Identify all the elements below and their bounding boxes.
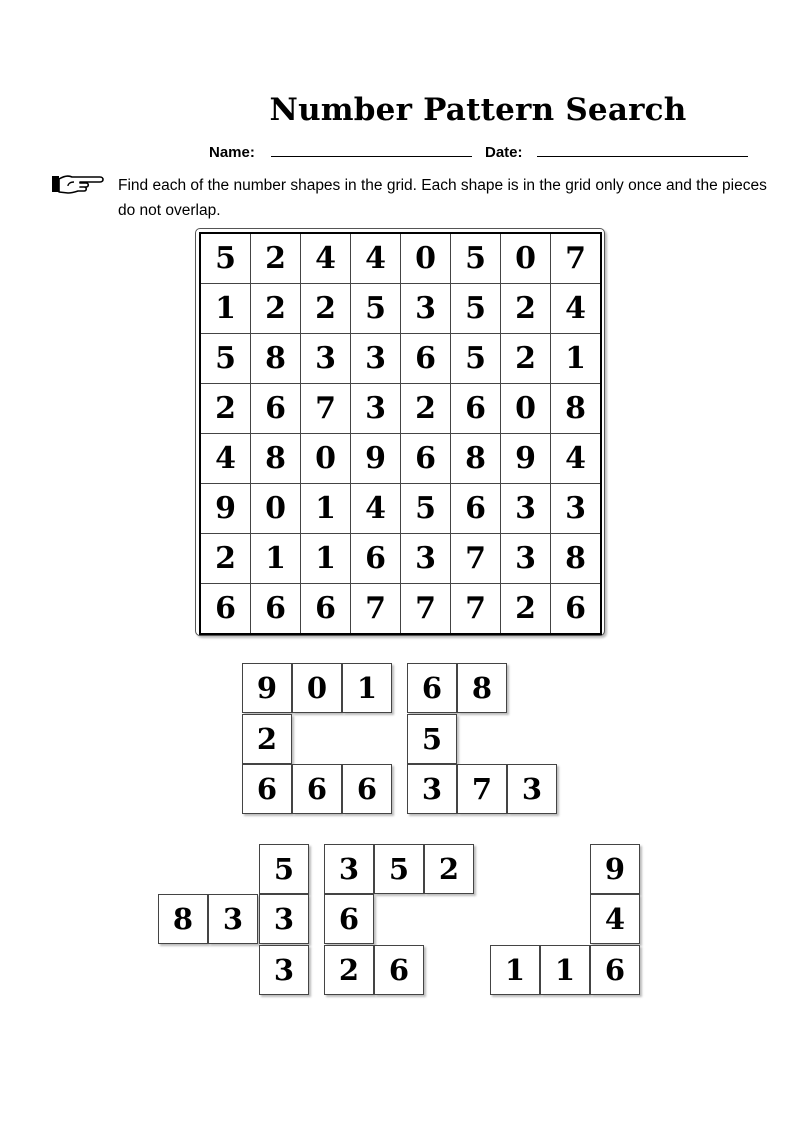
grid-row [200,584,601,635]
pointing-hand-icon [50,172,106,196]
page-title: Number Pattern Search [269,92,687,128]
grid-row [200,484,601,534]
grid-cell[interactable]: 0 [501,384,551,434]
grid-cell[interactable]: 8 [251,334,301,384]
shape-cell: 6 [324,894,374,944]
name-label: Name: [209,144,255,161]
shape-cell: 3 [259,945,309,995]
shape-cell: 5 [407,714,457,764]
grid-cell[interactable]: 5 [200,334,251,384]
shape-cell: 2 [324,945,374,995]
grid-cell[interactable]: 6 [551,584,602,635]
grid-cell[interactable]: 2 [251,233,301,284]
grid-cell[interactable]: 1 [301,484,351,534]
grid-cell[interactable]: 4 [551,434,602,484]
grid-cell[interactable]: 3 [351,384,401,434]
grid-cell[interactable]: 2 [501,584,551,635]
grid-cell[interactable]: 5 [200,233,251,284]
grid-cell[interactable]: 6 [301,584,351,635]
grid-cell[interactable]: 6 [401,334,451,384]
grid-cell[interactable]: 6 [451,484,501,534]
grid-cell[interactable]: 5 [401,484,451,534]
grid-cell[interactable]: 2 [301,284,351,334]
shape-cell: 3 [507,764,557,814]
grid-cell[interactable]: 5 [451,233,501,284]
shape-cell: 2 [242,714,292,764]
grid-cell[interactable]: 1 [251,534,301,584]
grid-cell[interactable]: 6 [351,534,401,584]
grid-cell[interactable]: 8 [551,534,602,584]
grid-cell[interactable]: 6 [251,584,301,635]
shape-cell: 6 [242,764,292,814]
shape-cell: 0 [292,663,342,713]
grid-cell[interactable]: 8 [551,384,602,434]
grid-cell[interactable]: 2 [200,534,251,584]
grid-cell[interactable]: 6 [200,584,251,635]
grid-cell[interactable]: 6 [251,384,301,434]
grid-cell[interactable]: 3 [501,534,551,584]
shape-cell: 7 [457,764,507,814]
grid-cell[interactable]: 7 [401,584,451,635]
shape-cell: 8 [158,894,208,944]
shape-cell: 1 [342,663,392,713]
grid-row [200,534,601,584]
shape-cell: 3 [407,764,457,814]
grid-cell[interactable]: 4 [351,233,401,284]
grid-cell[interactable]: 6 [451,384,501,434]
grid-cell[interactable]: 9 [200,484,251,534]
grid-cell[interactable]: 2 [501,284,551,334]
grid-cell[interactable]: 8 [451,434,501,484]
grid-cell[interactable]: 6 [401,434,451,484]
grid-cell[interactable]: 4 [200,434,251,484]
grid-cell[interactable]: 0 [301,434,351,484]
grid-cell[interactable]: 5 [351,284,401,334]
grid-cell[interactable]: 0 [401,233,451,284]
grid-cell[interactable]: 1 [301,534,351,584]
shape-cell: 5 [259,844,309,894]
grid-cell[interactable]: 5 [451,334,501,384]
date-field[interactable] [537,156,748,157]
grid-cell[interactable]: 4 [301,233,351,284]
grid-cell[interactable]: 7 [301,384,351,434]
grid-cell[interactable]: 7 [451,534,501,584]
grid-cell[interactable]: 7 [551,233,602,284]
name-field[interactable] [271,156,472,157]
grid-cell[interactable]: 2 [200,384,251,434]
date-label: Date: [485,144,523,161]
grid-cell[interactable]: 3 [501,484,551,534]
grid-cell[interactable]: 1 [551,334,602,384]
instructions: Find each of the number shapes in the grid. Each shape is in the grid only once and the pieces do not overlap. [118,177,767,219]
grid-cell[interactable]: 9 [501,434,551,484]
shape-cell: 9 [590,844,640,894]
number-grid [195,228,605,636]
grid-cell[interactable]: 2 [501,334,551,384]
grid-cell[interactable]: 8 [251,434,301,484]
shape-cell: 6 [374,945,424,995]
grid-row [200,384,601,434]
shape-cell: 4 [590,894,640,944]
grid-cell[interactable]: 0 [251,484,301,534]
grid-cell[interactable]: 3 [301,334,351,384]
shape-cell: 6 [407,663,457,713]
grid-cell[interactable]: 7 [351,584,401,635]
grid-cell[interactable]: 2 [401,384,451,434]
shape-cell: 5 [374,844,424,894]
grid-cell[interactable]: 1 [200,284,251,334]
shape-cell: 6 [590,945,640,995]
grid-row [200,334,601,384]
shape-cell: 1 [490,945,540,995]
grid-cell[interactable]: 4 [351,484,401,534]
grid-cell[interactable]: 3 [401,534,451,584]
grid-cell[interactable]: 4 [551,284,602,334]
grid-cell[interactable]: 7 [451,584,501,635]
shape-cell: 3 [324,844,374,894]
grid-row [200,233,601,284]
shape-cell: 1 [540,945,590,995]
grid-row [200,434,601,484]
grid-row [200,284,601,334]
shape-cell: 2 [424,844,474,894]
grid-cell[interactable]: 3 [551,484,602,534]
shape-cell: 9 [242,663,292,713]
shape-cell: 6 [342,764,392,814]
grid-cell[interactable]: 3 [401,284,451,334]
grid-cell[interactable]: 3 [351,334,401,384]
shape-cell: 6 [292,764,342,814]
shape-cell: 3 [208,894,258,944]
grid-cell[interactable]: 2 [251,284,301,334]
grid-cell[interactable]: 5 [451,284,501,334]
grid-cell[interactable]: 9 [351,434,401,484]
shape-cell: 8 [457,663,507,713]
grid-cell[interactable]: 0 [501,233,551,284]
shape-cell: 3 [259,894,309,944]
